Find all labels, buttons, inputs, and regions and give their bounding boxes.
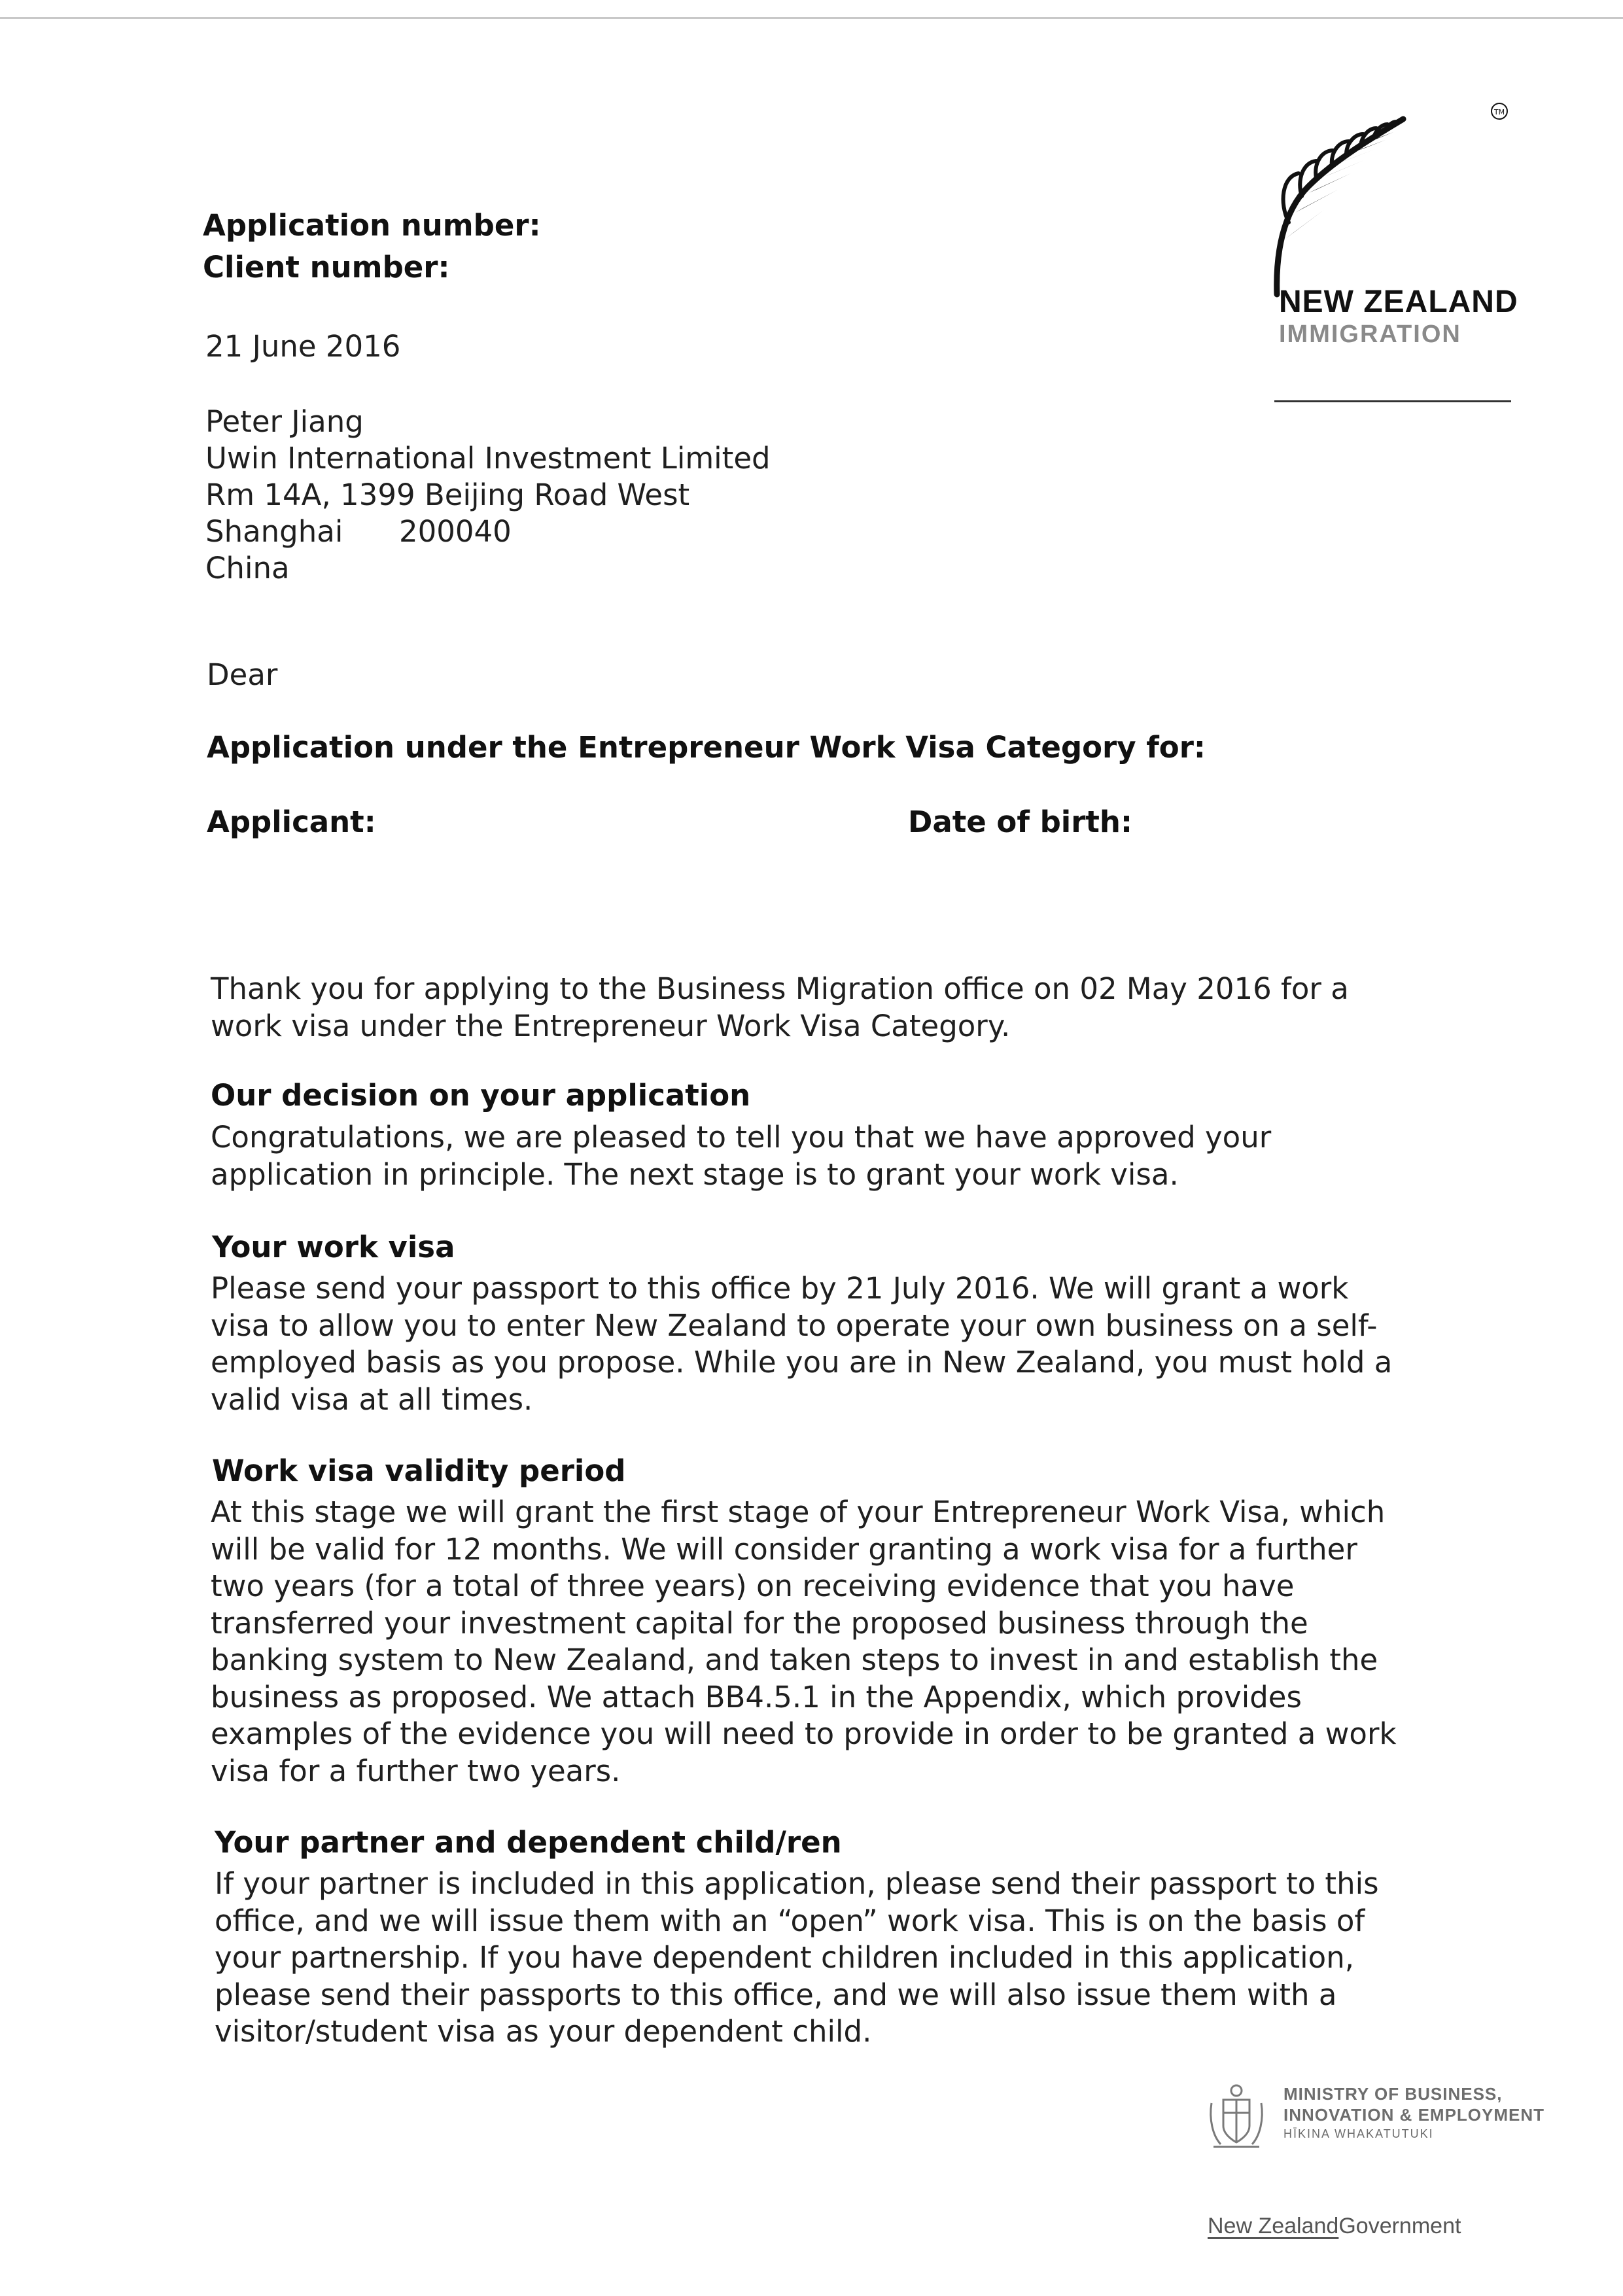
- logo-immigration: IMMIGRATION: [1279, 321, 1461, 348]
- partner-line: If your partner is included in this application, please send their passport to this: [215, 1866, 1379, 1901]
- validity-heading: Work visa validity period: [212, 1453, 626, 1488]
- validity-line: At this stage we will grant the first stage of your Entrepreneur Work Visa, which: [211, 1495, 1386, 1529]
- logo-divider: [1274, 400, 1511, 402]
- salutation: Dear: [207, 657, 278, 692]
- scan-edge: [0, 17, 1623, 19]
- validity-line: two years (for a total of three years) on receiving evidence that you have: [211, 1569, 1295, 1603]
- work-visa-heading: Your work visa: [212, 1230, 455, 1264]
- mbie-line-2: INNOVATION & EMPLOYMENT: [1283, 2105, 1545, 2125]
- decision-paragraph: [211, 1119, 1467, 1193]
- work-visa-paragraph: [211, 1270, 1467, 1418]
- validity-line: examples of the evidence you will need to provide in order to be granted a work: [211, 1716, 1397, 1751]
- mbie-line-1: MINISTRY OF BUSINESS,: [1283, 2084, 1503, 2104]
- nz-government-wordmark: [1208, 2214, 1461, 2239]
- dob-label: Date of birth:: [908, 805, 1132, 839]
- trademark-label: TM: [1493, 108, 1505, 116]
- validity-line: visa for a further two years.: [211, 1753, 621, 1788]
- letter-subject: Application under the Entrepreneur Work Visa Category for:: [207, 730, 1206, 765]
- partner-line: visitor/student visa as your dependent child.: [215, 2014, 872, 2049]
- intro-line: work visa under the Entrepreneur Work Visa Category.: [211, 1008, 1011, 1043]
- applicant-label: Applicant:: [207, 805, 376, 839]
- validity-line: will be valid for 12 months. We will consider granting a work visa for a further: [211, 1531, 1357, 1567]
- application-number-label: Application number:: [203, 208, 541, 243]
- mbie-line-3: HĪKINA WHAKATUTUKI: [1283, 2127, 1434, 2140]
- partner-line: office, and we will issue them with an “open” work visa. This is on the basis of: [215, 1903, 1365, 1938]
- work-visa-line: employed basis as you propose. While you are in New Zealand, you must hold a: [211, 1345, 1393, 1380]
- recipient-company: Uwin International Investment Limited: [205, 441, 771, 476]
- nz-government-word: Government: [1338, 2214, 1461, 2238]
- validity-paragraph: [211, 1494, 1467, 1790]
- work-visa-line: Please send your passport to this office by 21 July 2016. We will grant a work: [211, 1271, 1349, 1306]
- logo-new-zealand: NEW ZEALAND: [1279, 285, 1518, 319]
- validity-line: transferred your investment capital for the proposed business through the: [211, 1605, 1308, 1641]
- client-number-label: Client number:: [203, 250, 450, 285]
- recipient-city: Shanghai: [205, 514, 343, 549]
- partner-line: your partnership. If you have dependent children included in this application,: [215, 1940, 1355, 1975]
- decision-line: Congratulations, we are pleased to tell you that we have approved your: [211, 1120, 1272, 1155]
- coat-of-arms-icon: [1204, 2080, 1269, 2152]
- recipient-postcode: 200040: [399, 514, 512, 549]
- work-visa-line: visa to allow you to enter New Zealand to operate your own business on a self-: [211, 1308, 1378, 1343]
- validity-line: business as proposed. We attach BB4.5.1 in the Appendix, which provides: [211, 1679, 1302, 1714]
- letter-date: 21 June 2016: [205, 329, 401, 364]
- decision-heading: Our decision on your application: [211, 1078, 751, 1113]
- work-visa-line: valid visa at all times.: [211, 1382, 533, 1417]
- partner-heading: Your partner and dependent child/ren: [215, 1825, 842, 1860]
- partner-paragraph: [215, 1866, 1471, 2051]
- nz-government-nz: New Zealand: [1208, 2214, 1339, 2238]
- intro-paragraph: [211, 971, 1467, 1045]
- intro-line: Thank you for applying to the Business Migration office on 02 May 2016 for a: [211, 971, 1349, 1006]
- recipient-country: China: [205, 551, 290, 585]
- recipient-street: Rm 14A, 1399 Beijing Road West: [205, 478, 690, 512]
- validity-line: banking system to New Zealand, and taken steps to invest in and establish the: [211, 1643, 1378, 1677]
- recipient-name: Peter Jiang: [205, 404, 364, 439]
- decision-line: application in principle. The next stage is to grant your work visa.: [211, 1157, 1179, 1192]
- partner-line: please send their passports to this office, and we will also issue them with a: [215, 1977, 1337, 2012]
